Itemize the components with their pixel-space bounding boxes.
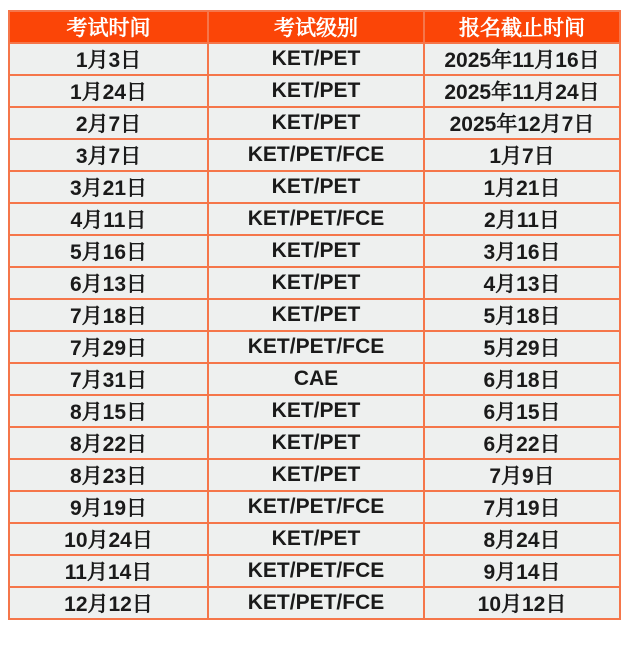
cell-deadline: 2025年12月7日 bbox=[424, 107, 620, 139]
cell-deadline: 3月16日 bbox=[424, 235, 620, 267]
table-row bbox=[9, 523, 620, 555]
cell-exam-date: 1月24日 bbox=[9, 75, 208, 107]
cell-exam-level: KET/PET bbox=[208, 523, 424, 555]
cell-exam-date: 7月18日 bbox=[9, 299, 208, 331]
cell-deadline: 9月14日 bbox=[424, 555, 620, 587]
cell-exam-level: KET/PET bbox=[208, 107, 424, 139]
table-row bbox=[9, 267, 620, 299]
table-row bbox=[9, 363, 620, 395]
cell-exam-date: 7月29日 bbox=[9, 331, 208, 363]
cell-exam-date: 2月7日 bbox=[9, 107, 208, 139]
cell-deadline: 8月24日 bbox=[424, 523, 620, 555]
cell-exam-level: KET/PET bbox=[208, 459, 424, 491]
cell-deadline: 1月7日 bbox=[424, 139, 620, 171]
cell-deadline: 4月13日 bbox=[424, 267, 620, 299]
cell-exam-date: 1月3日 bbox=[9, 43, 208, 75]
cell-exam-level: KET/PET bbox=[208, 235, 424, 267]
cell-exam-date: 8月23日 bbox=[9, 459, 208, 491]
table-row bbox=[9, 299, 620, 331]
cell-exam-date: 12月12日 bbox=[9, 587, 208, 619]
table-row bbox=[9, 587, 620, 619]
table-row bbox=[9, 395, 620, 427]
table-row bbox=[9, 203, 620, 235]
column-header-exam-level: 考试级别 bbox=[208, 11, 424, 43]
cell-exam-date: 8月15日 bbox=[9, 395, 208, 427]
cell-exam-date: 6月13日 bbox=[9, 267, 208, 299]
exam-schedule-table bbox=[8, 10, 621, 620]
table-body bbox=[9, 43, 620, 619]
cell-deadline: 1月21日 bbox=[424, 171, 620, 203]
cell-exam-date: 11月14日 bbox=[9, 555, 208, 587]
table-row bbox=[9, 235, 620, 267]
column-header-exam-date: 考试时间 bbox=[9, 11, 208, 43]
cell-exam-level: KET/PET bbox=[208, 395, 424, 427]
cell-deadline: 6月22日 bbox=[424, 427, 620, 459]
table-row bbox=[9, 171, 620, 203]
cell-exam-level: KET/PET bbox=[208, 75, 424, 107]
cell-exam-date: 3月7日 bbox=[9, 139, 208, 171]
table-header-row bbox=[9, 11, 620, 43]
cell-deadline: 6月18日 bbox=[424, 363, 620, 395]
table-row bbox=[9, 75, 620, 107]
cell-exam-level: KET/PET/FCE bbox=[208, 139, 424, 171]
cell-exam-level: KET/PET bbox=[208, 171, 424, 203]
cell-deadline: 2月11日 bbox=[424, 203, 620, 235]
cell-exam-level: KET/PET bbox=[208, 299, 424, 331]
cell-deadline: 7月9日 bbox=[424, 459, 620, 491]
cell-exam-level: KET/PET/FCE bbox=[208, 331, 424, 363]
cell-deadline: 5月18日 bbox=[424, 299, 620, 331]
cell-exam-date: 7月31日 bbox=[9, 363, 208, 395]
cell-exam-date: 9月19日 bbox=[9, 491, 208, 523]
table-row bbox=[9, 459, 620, 491]
cell-exam-date: 5月16日 bbox=[9, 235, 208, 267]
cell-deadline: 7月19日 bbox=[424, 491, 620, 523]
cell-exam-date: 3月21日 bbox=[9, 171, 208, 203]
table-row bbox=[9, 427, 620, 459]
cell-exam-date: 10月24日 bbox=[9, 523, 208, 555]
cell-exam-level: KET/PET/FCE bbox=[208, 491, 424, 523]
cell-exam-level: KET/PET bbox=[208, 267, 424, 299]
table-row bbox=[9, 491, 620, 523]
cell-exam-level: KET/PET/FCE bbox=[208, 555, 424, 587]
cell-deadline: 6月15日 bbox=[424, 395, 620, 427]
cell-deadline: 2025年11月24日 bbox=[424, 75, 620, 107]
cell-exam-level: KET/PET bbox=[208, 427, 424, 459]
cell-exam-date: 8月22日 bbox=[9, 427, 208, 459]
cell-deadline: 2025年11月16日 bbox=[424, 43, 620, 75]
table-row bbox=[9, 107, 620, 139]
cell-deadline: 10月12日 bbox=[424, 587, 620, 619]
table-row bbox=[9, 43, 620, 75]
cell-exam-level: CAE bbox=[208, 363, 424, 395]
table-row bbox=[9, 331, 620, 363]
cell-deadline: 5月29日 bbox=[424, 331, 620, 363]
cell-exam-date: 4月11日 bbox=[9, 203, 208, 235]
column-header-deadline: 报名截止时间 bbox=[424, 11, 620, 43]
cell-exam-level: KET/PET/FCE bbox=[208, 587, 424, 619]
cell-exam-level: KET/PET bbox=[208, 43, 424, 75]
cell-exam-level: KET/PET/FCE bbox=[208, 203, 424, 235]
table-row bbox=[9, 139, 620, 171]
table-row bbox=[9, 555, 620, 587]
